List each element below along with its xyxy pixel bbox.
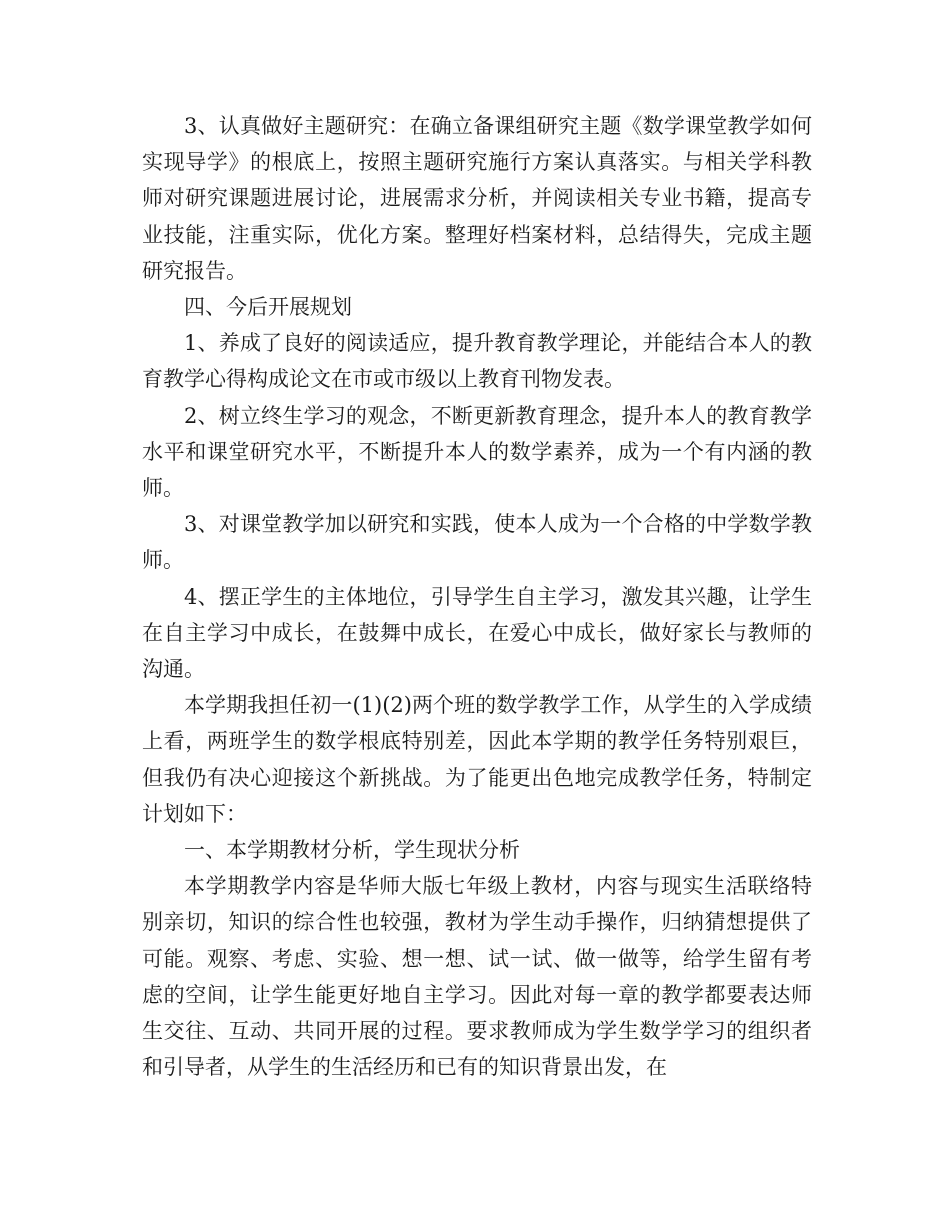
paragraph-plan-item-4: 4、摆正学生的主体地位，引导学生自主学习，激发其兴趣，让学生在自主学习中成长，在鼓舞中成长，在爱心中成长，做好家长与教师的沟通。	[142, 584, 812, 682]
paragraph-topic-research: 3、认真做好主题研究：在确立备课组研究主题《数学课堂教学如何实现导学》的根底上，按照主题研究施行方案认真落实。与相关学科教师对研究课题进展讨论，进展需求分析，并阅读相关专业书籍，提高专业技能，注重实际，优化方案。整理好档案材料，总结得失，完成主题研究报告。	[142, 114, 812, 283]
document-page	[142, 108, 812, 1085]
section-heading-analysis: 一、本学期教材分析，学生现状分析	[184, 838, 520, 863]
paragraph-textbook-analysis: 本学期教学内容是华师大版七年级上教材，内容与现实生活联络特别亲切，知识的综合性也较强，教材为学生动手操作，归纳猜想提供了可能。观察、考虑、实验、想一想、试一试、做一做等，给学生留有考虑的空间，让学生能更好地自主学习。因此对每一章的教学都要表达师生交往、互动、共同开展的过程。要求教师成为学生数学学习的组织者和引导者，从学生的生活经历和已有的知识背景出发，在	[142, 874, 812, 1080]
paragraph-plan-item-1: 1、养成了良好的阅读适应，提升教育教学理论，并能结合本人的教育教学心得构成论文在市或市级以上教育刊物发表。	[142, 331, 812, 392]
paragraph-semester-intro: 本学期我担任初一(1)(2)两个班的数学教学工作，从学生的入学成绩上看，两班学生的数学根底特别差，因此本学期的教学任务特别艰巨，但我仍有决心迎接这个新挑战。为了能更出色地完成教学任务，特制定计划如下：	[142, 693, 812, 826]
section-heading-future-plan: 四、今后开展规划	[184, 295, 352, 320]
paragraph-plan-item-3: 3、对课堂教学加以研究和实践，使本人成为一个合格的中学数学教师。	[142, 512, 812, 573]
paragraph-plan-item-2: 2、树立终生学习的观念，不断更新教育理念，提升本人的教育教学水平和课堂研究水平，不断提升本人的数学素养，成为一个有内涵的教师。	[142, 403, 812, 501]
